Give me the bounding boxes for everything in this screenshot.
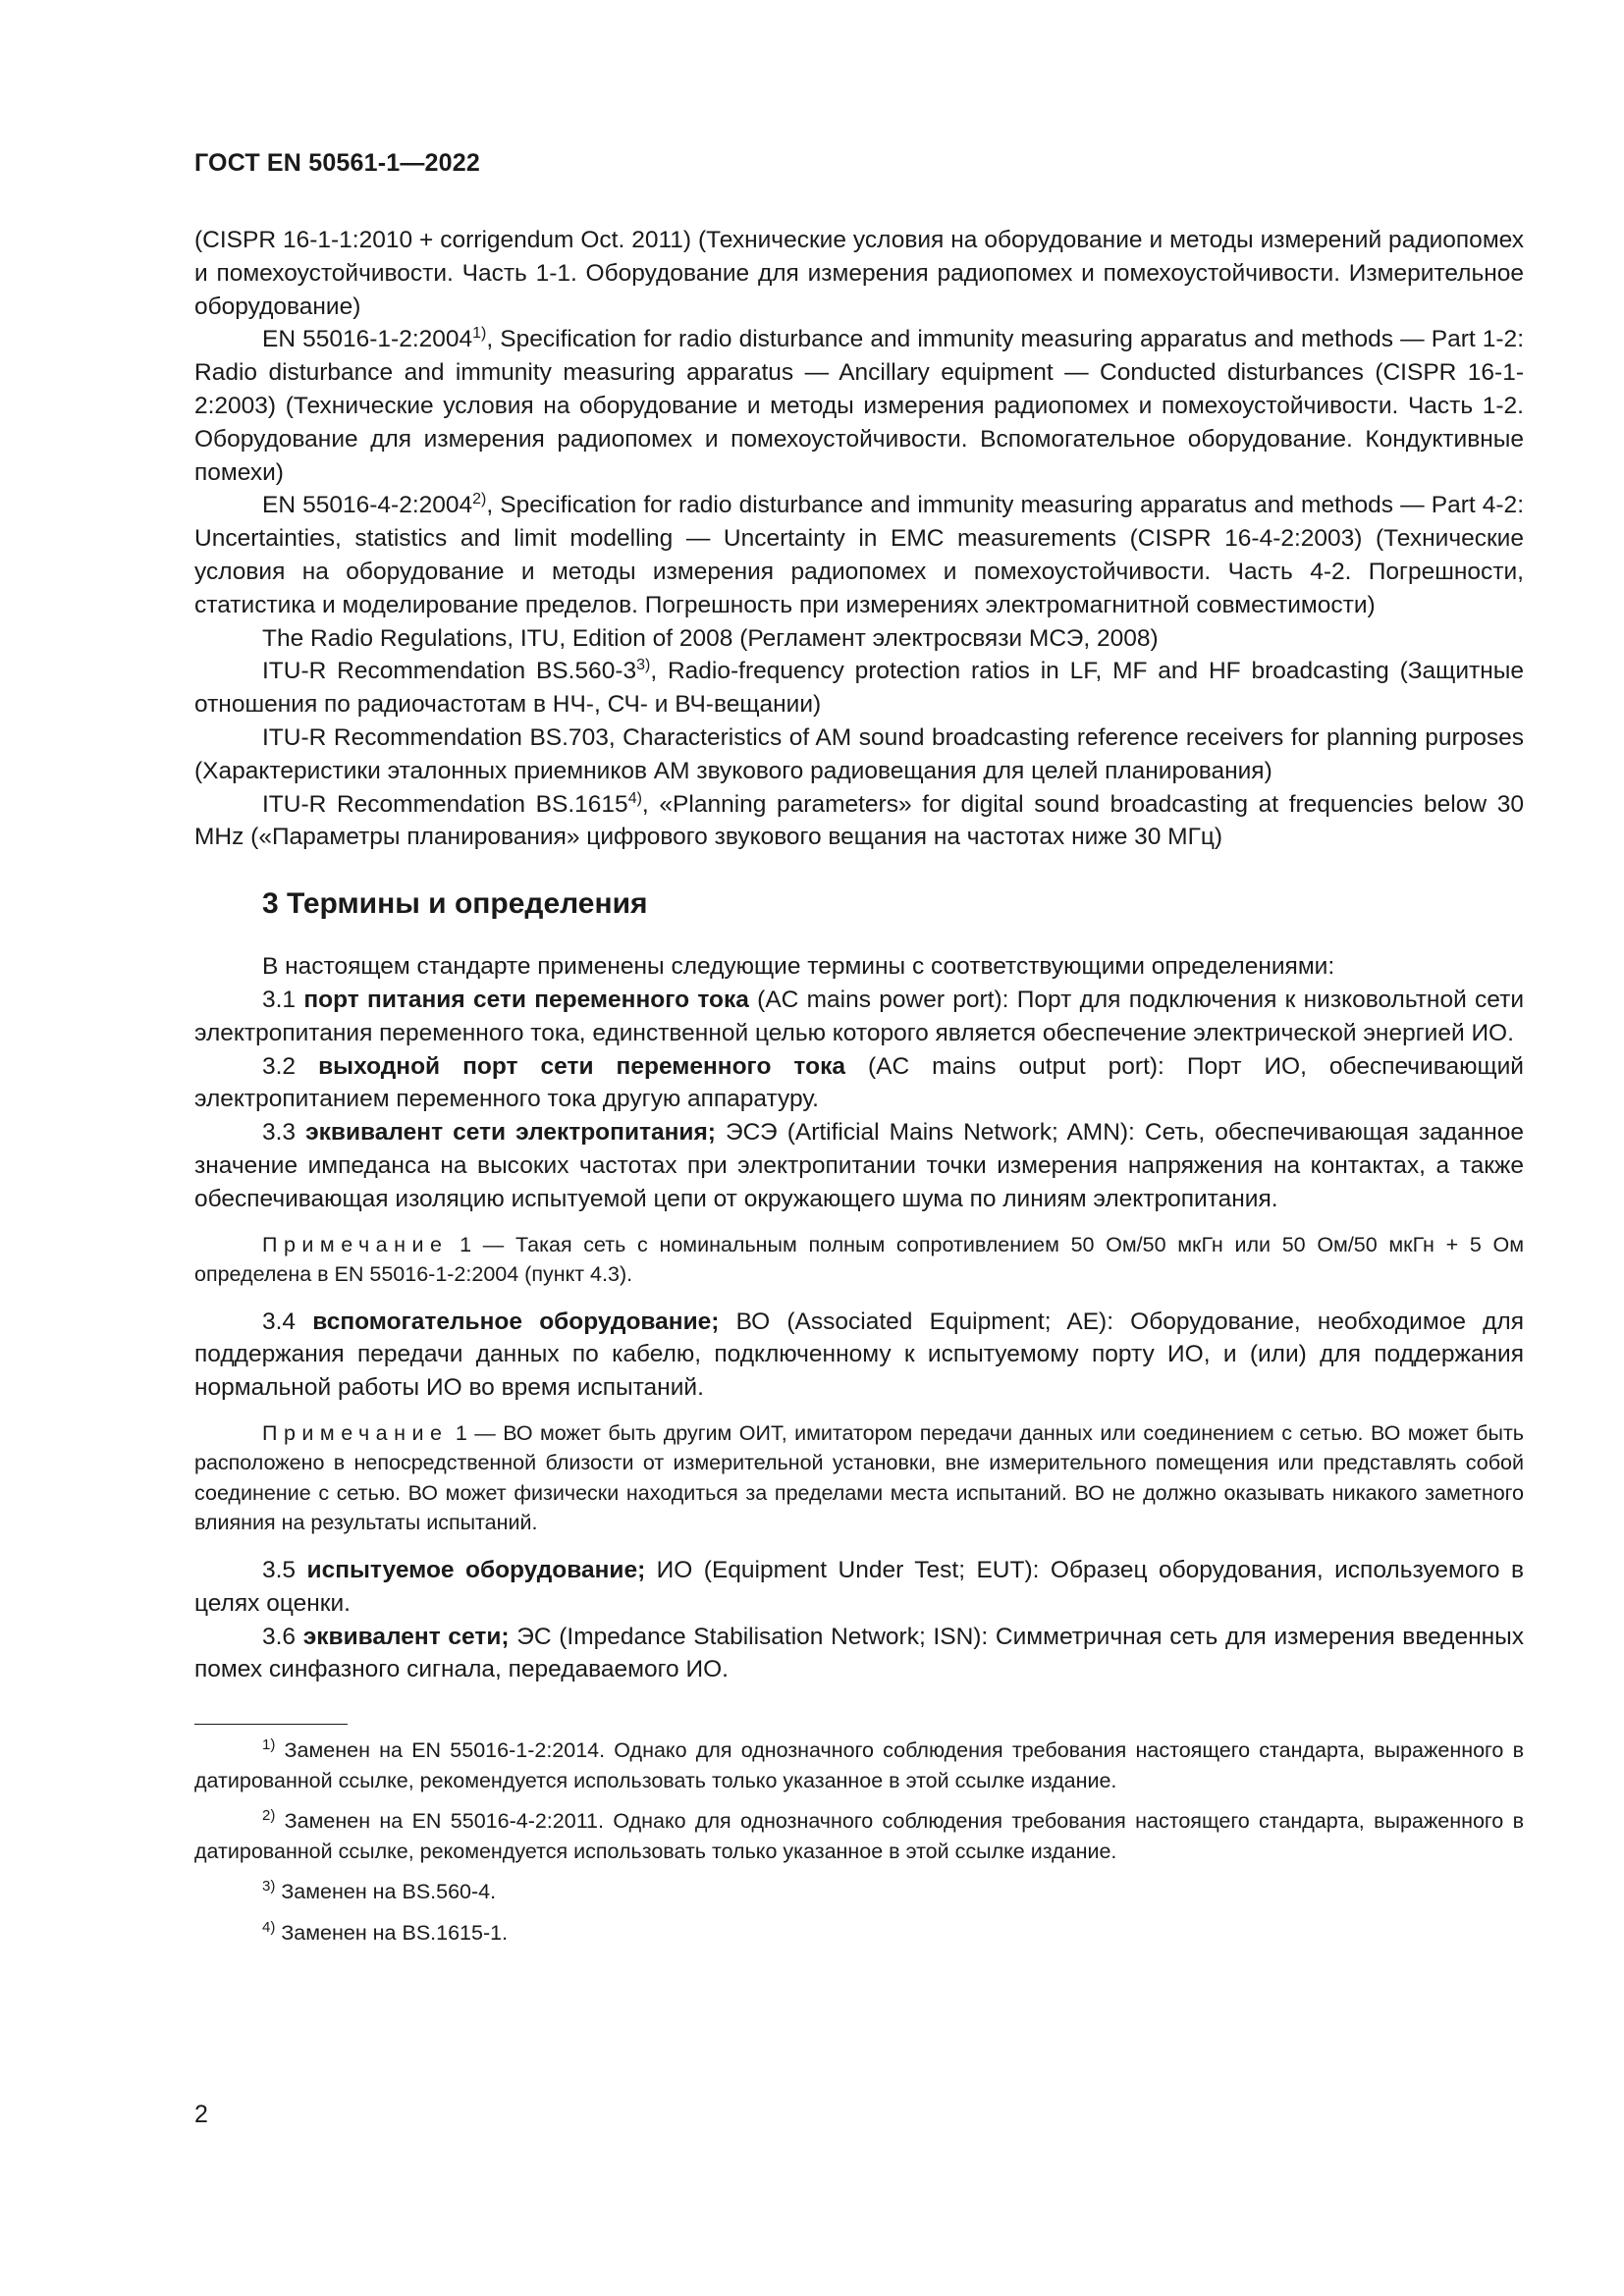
term-number: 3.5 [262, 1556, 297, 1583]
reference-text: , Specification for radio disturbance and immunity measuring apparatus and methods — Part 1-2: Radio disturbance and immunity measuring apparatus — Ancillary equipment — Conducted disturbances (CISPR 16-1-2:2003) (Технические условия на оборудование и методы измерения радиопомех и помехоустойчивости. Часть 1-2. Оборудование для измерения радиопомех и помехоустойчивости. Вспомогательное оборудование. Кондуктивные помехи) [194, 326, 1524, 486]
term-definition: ЭСЭ (Artificial Mains Network; AMN): Сеть, обеспечивающая заданное значение импеданса на высоких частотах при электропитании точки измерения напряжения на контактах, а также обеспечивающая изоляцию испытуемой цепи от окружающего шума по линиям электропитания. [194, 1119, 1524, 1212]
term-name: вспомогательное оборудование; [312, 1308, 720, 1335]
reference-code: EN 55016-4-2:2004 [262, 492, 473, 519]
note-label: Примечание [262, 1420, 449, 1445]
reference-en-55016-1-2 [194, 323, 1524, 489]
reference-bs-703: ITU-R Recommendation BS.703, Characteristics of AM sound broadcasting reference receivers for planning purposes (Характеристики эталонных приемников АМ звукового радиовещания для целей планирования) [194, 723, 1524, 784]
term-3-2 [194, 1050, 1524, 1117]
reference-cispr-16-1-1: (CISPR 16-1-1:2010 + corrigendum Oct. 2011) (Технические условия на оборудование и методы измерений радиопомех и помехоустойчивости. Часть 1-1. Оборудование для измерения радиопомех и помехоустойчивости. Измерительное оборудование) [194, 227, 1524, 320]
note-text: 1 — Такая сеть с номинальным полным сопротивлением 50 Ом/50 мкГн или 50 Ом/50 мкГн + 5 Ом определена в EN 55016-1-2:2004 (пункт 4.3). [194, 1232, 1524, 1287]
page-body [194, 224, 1524, 1958]
term-number: 3.2 [262, 1052, 297, 1080]
term-3-1 [194, 984, 1524, 1050]
footnote-ref-2[interactable]: 2) [472, 491, 487, 508]
footnote-3 [194, 1877, 1524, 1907]
footnote-divider [194, 1724, 348, 1725]
section-intro: В настоящем стандарте применены следующие термины с соответствующими определениями: [262, 953, 1335, 981]
term-number: 3.6 [262, 1623, 297, 1650]
document-header: ГОСТ EN 50561-1—2022 [194, 149, 480, 177]
term-number: 3.1 [262, 986, 297, 1013]
term-definition: ЭС (Impedance Stabilisation Network; ISN): Симметричная сеть для измерения введенных помех синфазного сигнала, передаваемого ИО. [194, 1623, 1524, 1683]
term-name: выходной порт сети переменного тока [318, 1052, 845, 1080]
term-name: порт питания сети переменного тока [303, 986, 749, 1013]
reference-code: ITU-R Recommendation BS.1615 [262, 790, 628, 818]
footnote-text: Заменен на BS.560-4. [275, 1880, 497, 1904]
footnote-mark: 1) [262, 1736, 276, 1754]
reference-radio-regulations: The Radio Regulations, ITU, Edition of 2008 (Регламент электросвязи МСЭ, 2008) [262, 624, 1159, 652]
reference-bs-1615 [194, 788, 1524, 855]
term-definition: ИО (Equipment Under Test; EUT): Образец оборудования, используемого в целях оценки. [194, 1556, 1524, 1617]
footnote-2 [194, 1806, 1524, 1866]
term-3-4 [194, 1306, 1524, 1405]
term-3-3 [194, 1116, 1524, 1215]
term-number: 3.4 [262, 1308, 297, 1335]
footnote-mark: 2) [262, 1807, 276, 1825]
term-name: эквивалент сети электропитания; [305, 1119, 716, 1147]
reference-code: ITU-R Recommendation BS.560-3 [262, 658, 637, 685]
term-name: испытуемое оборудование; [306, 1556, 646, 1583]
reference-en-55016-4-2 [194, 489, 1524, 621]
reference-text: , Specification for radio disturbance and immunity measuring apparatus and methods — Part 4-2: Uncertainties, statistics and limit modelling — Uncertainty in EMC measurements (CISPR 16-4-2:2003) (Технические условия на оборудование и методы измерения радиопомех и помехоустойчивости. Часть 4-2. Погрешности, статистика и моделирование пределов. Погрешность при измерениях электромагнитной совместимости) [194, 492, 1524, 618]
term-definition: (AC mains output port): Порт ИО, обеспечивающий электропитанием переменного тока другую аппаратуру. [194, 1052, 1524, 1113]
reference-code: EN 55016-1-2:2004 [262, 326, 473, 353]
section-heading: 3 Термины и определения [262, 887, 648, 921]
footnote-mark: 3) [262, 1878, 276, 1896]
footnote-text: Заменен на BS.1615-1. [275, 1920, 509, 1945]
page-number: 2 [194, 2101, 208, 2128]
note-text: 1 — ВО может быть другим ОИТ, имитатором передачи данных или соединением с сетью. ВО может быть расположено в непосредственной близости от измерительной установки, вне измерительного помещения или представлять собой соединение с сетью. ВО может физически находиться за пределами места испытаний. ВО не должно оказывать никакого заметного влияния на результаты испытаний. [194, 1420, 1524, 1535]
term-3-6 [194, 1621, 1524, 1687]
note-3-4 [194, 1418, 1524, 1538]
term-3-5 [194, 1554, 1524, 1621]
term-name: эквивалент сети; [302, 1623, 510, 1650]
footnote-4 [194, 1918, 1524, 1949]
note-3-3 [194, 1230, 1524, 1290]
reference-bs-560 [194, 655, 1524, 721]
note-label: Примечание [262, 1232, 449, 1256]
footnote-text: Заменен на EN 55016-1-2:2014. Однако для однозначного соблюдения требования настоящего стандарта, выраженного в датированной ссылке, рекомендуется использовать только указанное в этой ссылке издание. [194, 1738, 1524, 1792]
footnote-mark: 4) [262, 1918, 276, 1936]
term-definition: (AC mains power port): Порт для подключения к низковольтной сети электропитания переменного тока, единственной целью которого является обеспечение электрической энергией ИО. [194, 986, 1525, 1046]
footnote-ref-4[interactable]: 4) [627, 789, 642, 807]
term-number: 3.3 [262, 1119, 297, 1147]
reference-text: , Radio-frequency protection ratios in LF, MF and HF broadcasting (Защитные отношения по радиочастотам в НЧ-, СЧ- и ВЧ-вещании) [194, 658, 1524, 719]
footnote-text: Заменен на EN 55016-4-2:2011. Однако для однозначного соблюдения требования настоящего стандарта, выраженного в датированной ссылке, рекомендуется использовать только указанное в этой ссылке издание. [194, 1809, 1524, 1863]
term-definition: ВО (Associated Equipment; AE): Оборудование, необходимое для поддержания передачи данных по кабелю, подключенному к испытуемому порту ИО, и (или) для поддержания нормальной работы ИО во время испытаний. [194, 1308, 1524, 1402]
reference-text: , «Planning parameters» for digital sound broadcasting at frequencies below 30 MHz («Параметры планирования» цифрового звукового вещания на частотах ниже 30 МГц) [194, 790, 1524, 851]
footnote-ref-3[interactable]: 3) [636, 657, 651, 674]
footnote-1 [194, 1735, 1524, 1795]
footnote-ref-1[interactable]: 1) [472, 325, 487, 343]
